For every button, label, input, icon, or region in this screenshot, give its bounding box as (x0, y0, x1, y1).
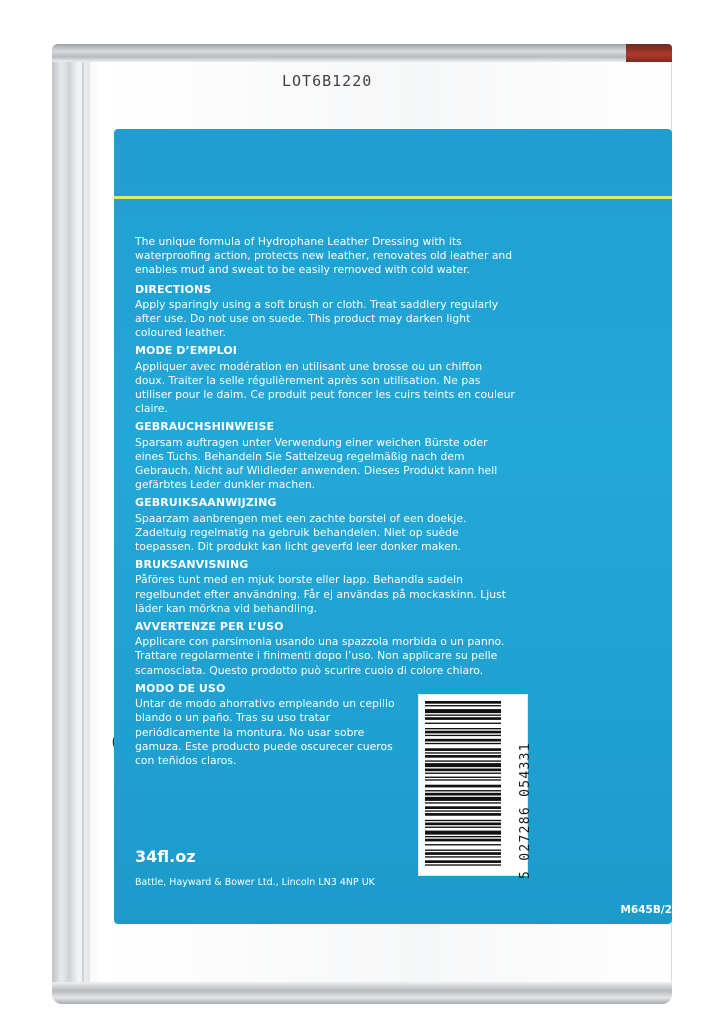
lot-code: LOT6B1220 (282, 72, 373, 90)
label-text-block (135, 235, 515, 772)
barcode-bar (425, 717, 501, 720)
section-heading-nl: GEBRUIKSAANWIJZING (135, 496, 277, 510)
barcode-bar (425, 731, 501, 734)
barcode-bar (425, 752, 501, 753)
section-heading-de: GEBRAUCHSHINWEISE (135, 420, 275, 434)
barcode-bar (425, 705, 501, 706)
can-top-rim (52, 44, 672, 62)
barcode-bar (425, 790, 501, 791)
barcode-digits: 5 027286 054331 (518, 742, 533, 879)
tin-can (52, 44, 672, 1004)
product-code: M645B/2 (620, 904, 672, 916)
section-heading-fr: MODE D’EMPLOI (135, 344, 237, 358)
barcode-bar (425, 723, 501, 724)
barcode-bar (425, 739, 501, 742)
barcode-bars (419, 695, 527, 875)
section-text-de: Sparsam auftragen unter Verwendung einer weichen Bürste oder eines Tuchs. Behandeln Sie Sattelzeug regelmäßig nach dem Gebrauch. Nicht auf Wildleder anwenden. Dieses Produkt kann hell gefärbtes Leder dunkler machen. (135, 435, 498, 492)
barcode-bar (425, 836, 501, 837)
barcode-bar (425, 844, 501, 845)
manufacturer-address: Battle, Hayward & Bower Ltd., Lincoln LN3 4NP UK (135, 877, 375, 888)
barcode-bar (425, 864, 501, 865)
barcode-bar (425, 806, 501, 809)
barcode-bar (425, 823, 501, 826)
barcode-bar (425, 850, 501, 851)
section-heading-it: AVVERTENZE PER L’USO (135, 620, 284, 634)
section-text-sv: Påföres tunt med en mjuk borste eller lapp. Behandla sadeln regelbundet efter användning. Får ej användas på mockaskinn. Ljust läder kan mörkna vid behandling. (135, 573, 507, 615)
barcode-bar (425, 860, 501, 863)
barcode-bar (425, 820, 501, 821)
barcode-bar (425, 773, 501, 774)
barcode (418, 694, 528, 876)
barcode-bar (425, 715, 501, 716)
section-text-nl: Spaarzam aanbrengen met een zachte borstel of een doekje. Zadeltuig regelmatig na gebruik behandelen. Niet op suède toepassen. Dit produkt kan licht geverfd leer donker maken. (135, 511, 467, 554)
section-text-es: Untar de modo ahorrativo empleando un cepillo blando o un paño. Tras su uso tratar periódicamente la montura. No usar sobre gamuza. Este producto puede oscurecer cueros con teñidos claros. (135, 697, 395, 767)
barcode-bar (425, 856, 501, 857)
section-heading-sv: BRUKSANVISNING (135, 558, 249, 572)
barcode-bar (425, 813, 501, 816)
section-text-it: Applicare con parsimonia usando una spazzola morbida o un panno. Trattare regolarmente i finimenti dopo l’uso. Non applicare su pelle scamosciata. Questo prodotto può scurire cuoio di colore chiaro. (135, 635, 505, 677)
barcode-bar (425, 793, 501, 796)
barcode-bar (425, 839, 501, 842)
barcode-bar (425, 709, 501, 713)
barcode-bar (425, 743, 501, 744)
barcode-bar (425, 779, 501, 780)
barcode-bar (425, 769, 501, 772)
label-stripe (114, 196, 672, 199)
barcode-bar (425, 735, 501, 736)
can-bottom-rim (52, 982, 672, 1004)
intro-text: The unique formula of Hydrophane Leather Dressing with its waterproofing action, protects new leather, renovates old leather and enables mud and sweat to be easily removed with cold water. (135, 235, 513, 277)
section-heading-en: DIRECTIONS (135, 282, 212, 296)
barcode-bar (425, 755, 501, 758)
barcode-bar (425, 760, 501, 761)
barcode-bar (425, 777, 501, 778)
barcode-bar (425, 785, 501, 788)
barcode-bar (425, 797, 501, 801)
section-text-en: Apply sparingly using a soft brush or cloth. Treat saddlery regularly after use. Do not use on suede. This product may darken light coloured leather. (135, 297, 499, 340)
barcode-bar (425, 802, 501, 803)
barcode-bar (425, 827, 501, 828)
barcode-bar (425, 701, 501, 704)
barcode-bar (425, 728, 501, 729)
barcode-bar (425, 763, 501, 767)
product-size: 34fl.oz (135, 847, 196, 866)
section-text-fr: Appliquer avec modération en utilisant une brosse ou un chiffon doux. Traiter la selle régulièrement après son utilisation. Ne pas utiliser pour le daim. Ce produit peut foncer les cuirs teints en couleur claire. (135, 359, 515, 416)
section-heading-es: MODO DE USO (135, 681, 226, 695)
blue-label (114, 129, 672, 924)
barcode-bar (425, 748, 501, 751)
barcode-bar (425, 831, 501, 835)
barcode-bar (425, 810, 501, 811)
can-side-seam (52, 62, 90, 982)
barcode-bar (425, 852, 501, 855)
